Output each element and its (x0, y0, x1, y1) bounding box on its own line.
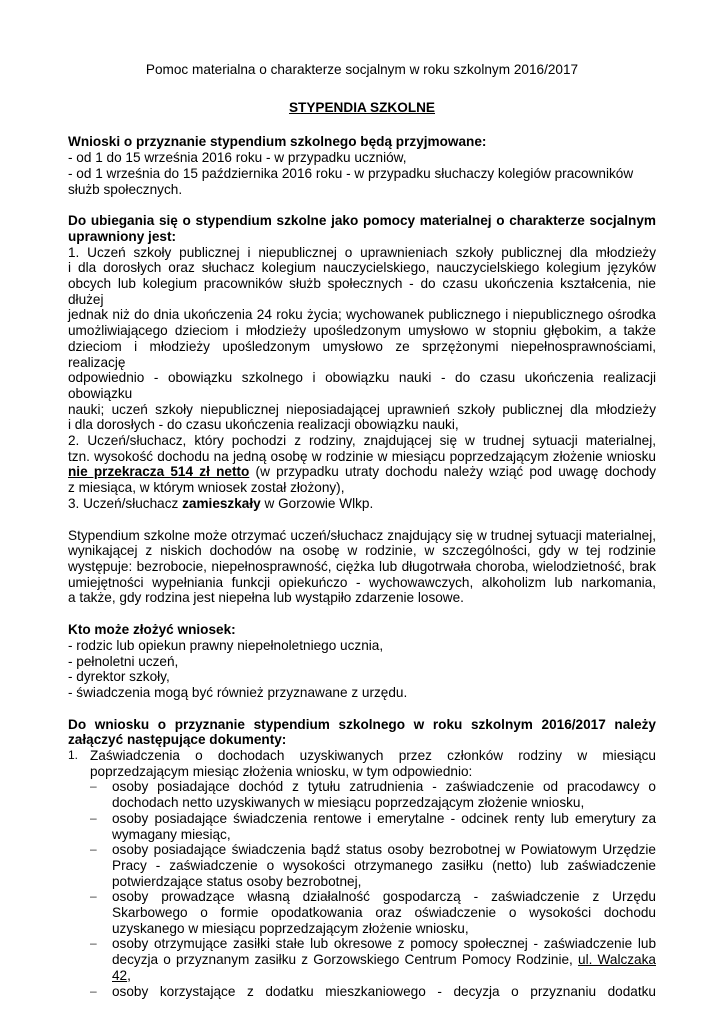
list-item: – osoby posiadające dochód z tytułu zatrudnienia - zaświadczenie od pracodawcy o dochodach netto uzyskiwanych w miesiącu poprzedzającym złożenie wniosku, (90, 779, 656, 811)
text-line: a także, gdy rodzina jest niepełna lub wystąpiło zdarzenie losowe. (68, 590, 464, 606)
document-header: Pomoc materialna o charakterze socjalnym w roku szkolnym 2016/2017 (145, 62, 579, 77)
point-3-prefix: 3. Uczeń/słuchacz (68, 495, 183, 511)
document-page (68, 62, 656, 999)
income-documents-list (68, 779, 656, 999)
dash-bullet-icon: – (90, 779, 97, 794)
list-item: - rodzic lub opiekun prawny niepełnoletniego ucznia, (68, 637, 384, 653)
sub-item-text: osoby otrzymujące zasiłki stałe lub okresowe z pomocy społecznej - zaświadczenie lub decyzja o przyznanym zasiłku z Gorzowskiego Centrum Pomocy Rodzinie, (112, 936, 656, 968)
list-item: - pełnoletni uczeń, (68, 653, 179, 669)
text-line: dzieciom i młodzieży upośledzonym umysłowo ze sprzężonymi niepełnosprawnościami, realizację (68, 338, 656, 370)
point-3-bold: zamieszkały (182, 495, 261, 511)
documents-item-1 (68, 748, 656, 779)
list-item: – osoby prowadzące własną działalność gospodarczą - zaświadczenie z Urzędu Skarbowego o formie opodatkowania oraz oświadczenie o wysokości dochodu uzyskanego w miesiącu poprzedzającym złożenie wniosku, (90, 889, 656, 936)
text-line (68, 464, 656, 480)
list-item: – osoby korzystające z dodatku mieszkaniowego - decyzja o przyznaniu dodatku (90, 983, 656, 999)
dash-bullet-icon: – (90, 936, 97, 951)
eligibility-point-3 (68, 496, 656, 512)
text-line: Stypendium szkolne może otrzymać uczeń/słuchacz znajdujący się w trudnej sytuacji materialnej, (68, 527, 656, 543)
text-line: i dla dorosłych - do czasu ukończenia realizacji obowiązku nauki, (68, 417, 459, 433)
point-3-suffix: w Gorzowie Wlkp. (260, 495, 374, 511)
text-line: z miesiąca, w którym wniosek został złożony), (68, 480, 345, 496)
text-line: 1. Uczeń szkoły publicznej i niepublicznej o uprawnieniach szkoły publicznej dla młodzieży (68, 244, 656, 260)
section-heading-documents-b: załączyć następujące dokumenty: (68, 732, 287, 748)
deadline-college-a: - od 1 września do 15 października 2016 roku - w przypadku słuchaczy kolegiów pracowników (68, 165, 634, 181)
text-line: obcych lub kolegium pracowników służb społecznych - do czasu ukończenia kształcenia, nie dłużej (68, 276, 656, 307)
text-line: występuje: bezrobocie, niepełnosprawność, ciężka lub długotrwała choroba, wielodzietność, brak (68, 558, 656, 574)
deadline-college-b: służb społecznych. (68, 181, 183, 197)
list-item: - dyrektor szkoły, (68, 669, 170, 685)
text-line: i dla dorosłych oraz słuchacz kolegium nauczycielskiego, nauczycielskiego kolegium języków (68, 260, 656, 276)
text-line: odpowiednio - obowiązku szkolnego i obowiązku nauki - do czasu ukończenia realizacji obowiązku (68, 370, 656, 401)
list-item: – osoby posiadające świadczenia rentowe i emerytalne - odcinek renty lub emerytury za wymagany miesiąc, (90, 810, 656, 842)
income-limit-note: (w przypadku utraty dochodu należy wziąć pod uwagę dochody (249, 464, 656, 480)
eligibility-point-1 (68, 245, 656, 433)
deadline-students: - od 1 do 15 września 2016 roku - w przypadku uczniów, (68, 150, 407, 166)
dash-bullet-icon: – (90, 983, 97, 998)
dash-bullet-icon: – (90, 810, 97, 825)
text-line: wynikającej z niskich dochodów na osobę w rodzinie, w szczególności, gdy w tej rodzinie (68, 543, 656, 559)
text-line: Zaświadczenia o dochodach uzyskiwanych przez członków rodziny w miesiącu (90, 748, 656, 764)
text-line: umożliwiającego dzieciom i młodzieży upośledzonym umysłowo w stopniu głębokim, a także (68, 323, 656, 339)
text-line: umiejętności wypełniania funkcji opiekuńczo - wychowawczych, alkoholizm lub narkomania, (68, 574, 656, 590)
address-link[interactable]: ul. Walczaka 42 (112, 952, 656, 983)
item-number: 1. (68, 748, 79, 763)
section-heading-eligibility: Do ubiegania się o stypendium szkolne jako pomocy materialnej o charakterze socjalnym (68, 213, 656, 229)
stipend-conditions-paragraph (68, 528, 656, 607)
dash-bullet-icon: – (90, 889, 97, 904)
text-line: 2. Uczeń/słuchacz, który pochodzi z rodziny, znajdującej się w trudnej sytuacji materialnej, (68, 433, 656, 449)
text-line: jednak niż do dnia ukończenia 24 roku życia; wychowanek publicznego i niepublicznego ośrodka (68, 307, 656, 323)
text-line: poprzedzającym miesiąc złożenia wniosku, w tym odpowiednio: (90, 763, 473, 779)
dash-bullet-icon: – (90, 842, 97, 857)
section-heading-deadlines: Wnioski o przyznanie stypendium szkolnego będą przyjmowane: (68, 134, 487, 150)
document-title: STYPENDIA SZKOLNE (288, 99, 436, 115)
list-item: - świadczenia mogą być również przyznawane z urzędu. (68, 684, 408, 700)
section-heading-applicants: Kto może złożyć wniosek: (68, 622, 236, 638)
text-line: tzn. wysokość dochodu na jedną osobę w rodzinie w miesiącu poprzedzającym złożenie wniosku (68, 448, 656, 464)
eligibility-point-2 (68, 433, 656, 496)
income-limit: nie przekracza 514 zł netto (68, 464, 250, 480)
list-item: – osoby posiadające świadczenia bądź status osoby bezrobotnej w Powiatowym Urzędzie Pracy - zaświadczenie o wysokości otrzymanego zasiłku (netto) lub zaświadczenie potwierdzające status osoby bezrobotnej, (90, 842, 656, 889)
text-line: nauki; uczeń szkoły niepublicznej nieposiadającej uprawnień szkoły publicznej dla młodzieży (68, 401, 656, 417)
section-heading-eligibility-b: uprawniony jest: (68, 228, 177, 244)
section-heading-documents: Do wniosku o przyznanie stypendium szkolnego w roku szkolnym 2016/2017 należy (68, 716, 656, 732)
list-item: – osoby otrzymujące zasiłki stałe lub okresowe z pomocy społecznej - zaświadczenie lub decyzja o przyznanym zasiłku z Gorzowskiego Centrum Pomocy Rodzinie, ul. Walczaka 42, (90, 936, 656, 983)
